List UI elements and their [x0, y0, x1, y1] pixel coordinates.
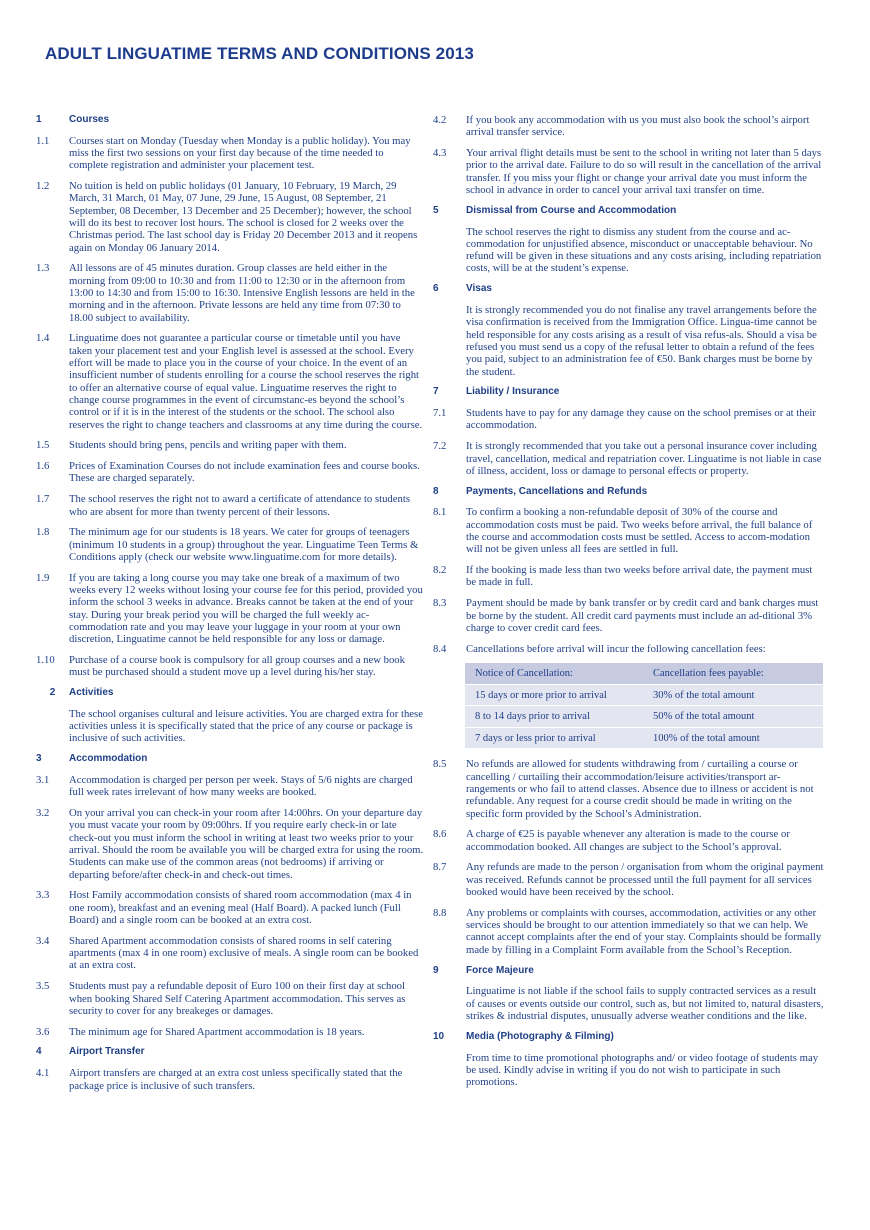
clause-number: 8.4	[433, 642, 447, 655]
clause-text: Shared Apartment accommodation consists of shared rooms in self catering apartments (max 4 in one room) exclusive of meals. A single room can be booked at an extra cost.	[69, 934, 419, 972]
section-heading	[36, 687, 424, 699]
clause	[36, 332, 424, 430]
fee-table-fee: 100% of the total amount	[643, 727, 823, 749]
clause	[433, 506, 825, 555]
clause	[36, 654, 424, 679]
fee-table-notice: 7 days or less prior to arrival	[465, 727, 643, 749]
clause-number: 1.8	[36, 526, 50, 539]
clause-text: It is strongly recommended you do not finalise any travel arrangements before the visa confirmation is received from the Immigration Office. Lingua-time cannot be held responsible for any costs arising as a result of visa refus-als. Should a visa be refused you must send us a copy of the refusal letter to obtain a refund of the fees you paid, subject to an administration fee of €50. Bank charges must be borne by the student.	[466, 304, 817, 378]
clause	[36, 708, 424, 745]
left-column	[36, 114, 424, 1100]
clause-text: It is strongly recommended that you take out a personal insurance cover including travel, cancellation, medical and repatriation cover. Linguatime is not liable in case of illness, accident, loss or damage to personal effects or property.	[466, 440, 822, 477]
fee-table-fee: 30% of the total amount	[643, 684, 823, 706]
section-heading	[433, 205, 825, 217]
clause-number: 9	[433, 964, 439, 976]
fee-table-row	[465, 706, 823, 728]
fee-table-notice: 8 to 14 days prior to arrival	[465, 706, 643, 728]
clause-text: Any problems or complaints with courses, accommodation, activities or any other services should be brought to our attention immediately so that we can help. We cannot accept complaints after the end of your stay. Complaints should be formally made by filling in a Complaint Form available from the School’s Reception.	[466, 906, 822, 956]
clause-number: 8	[433, 485, 439, 497]
clause-number: 1.5	[36, 439, 50, 452]
section-heading	[433, 1031, 825, 1043]
clause	[36, 1026, 424, 1038]
section-heading	[36, 114, 424, 126]
section-heading-text: Activities	[69, 687, 114, 699]
clause-text: Accommodation is charged per person per week. Stays of 5/6 nights are charged full week rates irrelevant of how many weeks are booked.	[69, 774, 413, 799]
clause-text: Host Family accommodation consists of shared room accommodation (max 4 in one room), breakfast and an evening meal (Half Board). A packed lunch (Full Board) and a single room can be booked at an extra cost.	[69, 889, 412, 927]
clause-number: 3.1	[36, 774, 50, 787]
clause-number: 1.7	[36, 493, 50, 506]
clause	[36, 493, 424, 518]
fee-table-notice: 15 days or more prior to arrival	[465, 684, 643, 706]
clause-text: All lessons are of 45 minutes duration. Group classes are held either in the morning from 09:00 to 10:30 and from 11:00 to 12:30 or in the afternoon from 13:00 to 14:30 and from 15:00 to 16:30. Intensive English lessons are held in the morning and in the afternoon. Private lessons are held any time from 07:30 to 18.00 subject to availability.	[69, 262, 415, 324]
clause-number: 7.1	[433, 407, 447, 420]
fee-table-header-notice: Notice of Cancellation:	[465, 663, 643, 684]
clause	[433, 440, 825, 477]
section-heading-text: Dismissal from Course and Accommodation	[466, 204, 677, 216]
clause	[36, 135, 424, 172]
clause-text: No tuition is held on public holidays (01 January, 10 February, 19 March, 29 March, 31 March, 01 May, 07 June, 29 June, 15 August, 08 September, 21 September, 08 December, 13 December and 25 December); however, the school will do its best to recover lost hours. The school is closed for 2 weeks over the Christmas period. The last school day is Friday 20 December 2013 and it reopens again on Monday 06 January 2014.	[69, 180, 418, 254]
section-heading-text: Visas	[466, 283, 492, 295]
clause	[433, 564, 825, 589]
clause-number: 8.2	[433, 564, 447, 577]
clause-number	[433, 985, 466, 1022]
section-heading	[433, 965, 825, 977]
clause	[433, 907, 825, 956]
clause-text: Students must pay a refundable deposit of Euro 100 on their first day at school when booking Shared Self Catering Apartment accommodation. This serves as security to cover for any breakeges or damages.	[69, 980, 406, 1017]
clause	[36, 935, 424, 972]
clause-number: 7	[433, 386, 439, 398]
clause	[433, 985, 825, 1022]
clause-number	[433, 1052, 466, 1089]
clause	[36, 262, 424, 323]
clause-text: Prices of Examination Courses do not include examination fees and course books. These are charged separately.	[69, 460, 420, 485]
clause-text: The minimum age for Shared Apartment accommodation is 18 years.	[69, 1025, 365, 1038]
clause-text: No refunds are allowed for students withdrawing from / curtailing a course or cancelling / curtailing their accommodation/leisure activities/transport ar-rangements or who fail to attend classes. Absence due to illness or accident is not refundable. Any request for a course credit should be made in writing on the specific form provided by the School’s Administration.	[466, 758, 814, 820]
clause-text: On your arrival you can check-in your room after 14:00hrs. On your departure day you must vacate your room by 09:00hrs. If you require early check-in or late check-out you must inform the school in writing at least two weeks prior to your arrival. Should the room be available you will be charged extra for using the room. Students can make use of the common areas (not bedrooms) if arriving or departing before/after check-in and check-out times.	[69, 807, 424, 881]
clause-number: 8.7	[433, 861, 447, 874]
clause	[36, 1067, 424, 1092]
clause	[433, 861, 825, 898]
section-heading	[433, 386, 825, 398]
fee-table-fee: 50% of the total amount	[643, 706, 823, 728]
page-title: ADULT LINGUATIME TERMS AND CONDITIONS 2013	[45, 44, 474, 63]
clause-text: A charge of €25 is payable whenever any alteration is made to the course or accommodation booked. All changes are subject to the School’s approval.	[466, 828, 790, 853]
section-heading	[36, 1046, 424, 1058]
clause-number: 8.3	[433, 597, 447, 610]
right-clauses-top	[433, 114, 825, 655]
clause-number: 3.4	[36, 934, 50, 947]
section-heading-text: Media (Photography & Filming)	[466, 1030, 614, 1042]
clause-text: If you are taking a long course you may take one break of a maximum of two weeks every 12 weeks without losing your course fee for this period, provided you inform the school 3 weeks in advance. Breaks cannot be taken at the end of your stay. During your break period you will be charged the full weekly ac-commodation rate and you may leave your luggage in your room at your own discretion, Linguatime cannot be held responsible for any loss or damage.	[69, 571, 423, 646]
clause	[433, 304, 825, 378]
clause-text: From time to time promotional photographs and/ or video footage of students may be used. Kindly advise in writing if you do not wish to participate in such promotions.	[466, 1051, 819, 1089]
clause	[36, 807, 424, 881]
clause-number	[433, 304, 466, 378]
fee-table-header-row	[465, 663, 823, 684]
clause	[433, 597, 825, 634]
clause-text: Your arrival flight details must be sent to the school in writing not later than 5 days prior to the arrival date. Failure to do so will result in the cancellation of the arrival transfer. If you miss your flight or change your arrival date you must inform the school in advance in order to cancel your arrival taxi transfer on time.	[466, 147, 822, 196]
clause-number: 8.8	[433, 906, 447, 919]
section-heading-text: Courses	[69, 114, 110, 125]
clause-text: To confirm a booking a non-refundable deposit of 30% of the course and accommodation costs must be paid. Two weeks before arrival, the full balance of the course and accommodation costs must be settled. Access to accom-modation will not be given unless all fees are settled in full.	[466, 506, 813, 556]
section-heading	[36, 753, 424, 765]
right-clauses-bottom	[433, 758, 825, 1088]
clause-number: 8.1	[433, 506, 447, 519]
clause	[36, 180, 424, 254]
clause-text: The minimum age for our students is 18 years. We cater for groups of teenagers (minimum 10 students in a group) throughout the year. Linguatime Teen Terms & Conditions apply (check our website www.linguatime.com for more details).	[69, 526, 419, 563]
clause-number	[433, 226, 466, 275]
section-heading	[433, 486, 825, 498]
clause-text: The school organises cultural and leisure activities. You are charged extra for these activities unless it is specifically stated that the price of any course or package is inclusive of such activities.	[69, 707, 423, 745]
section-heading-text: Liability / Insurance	[466, 386, 560, 398]
section-heading-text: Payments, Cancellations and Refunds	[466, 485, 648, 497]
clause-number	[36, 708, 69, 745]
clause	[36, 439, 424, 451]
clause-number: 4.3	[433, 147, 447, 160]
clause-text: Any refunds are made to the person / organisation from whom the original payment was received. Refunds cannot be processed until the full payment for all services booked would have been received by the school.	[466, 861, 824, 899]
clause-number: 10	[433, 1030, 445, 1042]
clause-number: 4	[36, 1046, 42, 1058]
clause-text: If the booking is made less than two weeks before arrival date, the payment must be made in full.	[466, 564, 813, 589]
clause	[433, 1052, 825, 1089]
clause-number: 5	[433, 204, 439, 216]
fee-table-row	[465, 727, 823, 749]
clause-text: Payment should be made by bank transfer or by credit card and bank charges must be borne by the student. All credit card payments must include an ad-ditional 3% charge to cover credit card fees.	[466, 597, 819, 634]
cancellation-fee-table	[465, 663, 823, 749]
clause	[36, 526, 424, 563]
clause-number: 1.2	[36, 180, 50, 193]
clause-text: Courses start on Monday (Tuesday when Monday is a public holiday). You may miss the first two sessions on your first day because of the time needed to complete registration and administer your placement test.	[69, 134, 411, 172]
clause-number: 3.2	[36, 807, 50, 820]
clause	[36, 774, 424, 799]
clause	[433, 643, 825, 655]
clause-number: 7.2	[433, 440, 447, 453]
clause	[36, 889, 424, 926]
clause	[433, 407, 825, 432]
clause-number: 1.9	[36, 571, 50, 584]
clause-number: 2	[49, 687, 56, 699]
clause-number: 3.5	[36, 980, 50, 993]
clause	[433, 147, 825, 196]
clause-text: The school reserves the right to dismiss any student from the course and ac-commodation for unjustified absence, misconduct or unacceptable behaviour. No refund will be given in these situations and any costs arising, including repatriation costs, will be at the student’s expense.	[466, 225, 822, 275]
clause	[433, 114, 825, 139]
clause	[433, 758, 825, 819]
clause-number: 3.3	[36, 889, 50, 902]
clause-number: 3.6	[36, 1025, 50, 1038]
clause	[36, 572, 424, 646]
section-heading-text: Force Majeure	[466, 964, 534, 976]
section-heading-text: Accommodation	[69, 753, 148, 765]
clause-text: Linguatime is not liable if the school fails to supply contracted services as a result of causes or events outside our control, such as, but not limited to, natural disasters, strikes & industrial disputes, unusually adverse weather conditions and the like.	[466, 985, 824, 1022]
section-heading-text: Airport Transfer	[69, 1046, 145, 1058]
clause-text: Airport transfers are charged at an extra cost unless specifically stated that the package price is inclusive of such transfers.	[69, 1067, 403, 1092]
right-column	[433, 114, 825, 1097]
clause-text: The school reserves the right not to award a certificate of attendance to students who are absent for more than twenty percent of their lessons.	[69, 493, 410, 518]
clause-number: 3	[36, 753, 42, 765]
clause-number: 1.3	[36, 262, 50, 275]
clause-number: 1.6	[36, 460, 50, 473]
clause-number: 6	[433, 283, 439, 295]
clause-number: 8.5	[433, 758, 447, 771]
fee-table-row	[465, 684, 823, 706]
fee-table-header-fee: Cancellation fees payable:	[643, 663, 823, 684]
clause-number: 1.1	[36, 134, 50, 147]
clause-text: Students should bring pens, pencils and writing paper with them.	[69, 439, 347, 452]
clause-number: 8.6	[433, 828, 447, 841]
clause-text: Cancellations before arrival will incur the following cancellation fees:	[466, 642, 766, 655]
clause-text: Students have to pay for any damage they cause on the school premises or at their accommodation.	[466, 407, 816, 432]
section-heading	[433, 283, 825, 295]
clause-number: 1	[36, 114, 42, 125]
clause	[36, 460, 424, 485]
clause	[36, 980, 424, 1017]
clause	[433, 226, 825, 275]
clause-number: 1.10	[36, 653, 55, 666]
clause-number: 4.2	[433, 114, 447, 126]
clause-text: Purchase of a course book is compulsory for all group courses and a new book must be purchased should a student move up a level during his/her stay.	[69, 653, 405, 679]
clause-number: 1.4	[36, 332, 50, 345]
clause	[433, 828, 825, 853]
clause-text: Linguatime does not guarantee a particular course or timetable until you have taken your placement test and your English level is assessed at the school. Every effort will be made to place you in the course of your choice. In the event of an insufficient number of students enrolling for a course the school reserves the right to offer an alternative course of equal value. Linguatime reserves the right to change course programmes in the event of circumstanc-es beyond the school’s control or if it is in the interest of the students or the school. The school also reserves the right to change teachers and classrooms at any time during the course.	[69, 332, 423, 431]
clause-text: If you book any accommodation with us you must also book the school’s airport arrival transfer service.	[466, 114, 810, 139]
clause-number: 4.1	[36, 1067, 50, 1080]
left-clauses	[36, 114, 424, 1092]
